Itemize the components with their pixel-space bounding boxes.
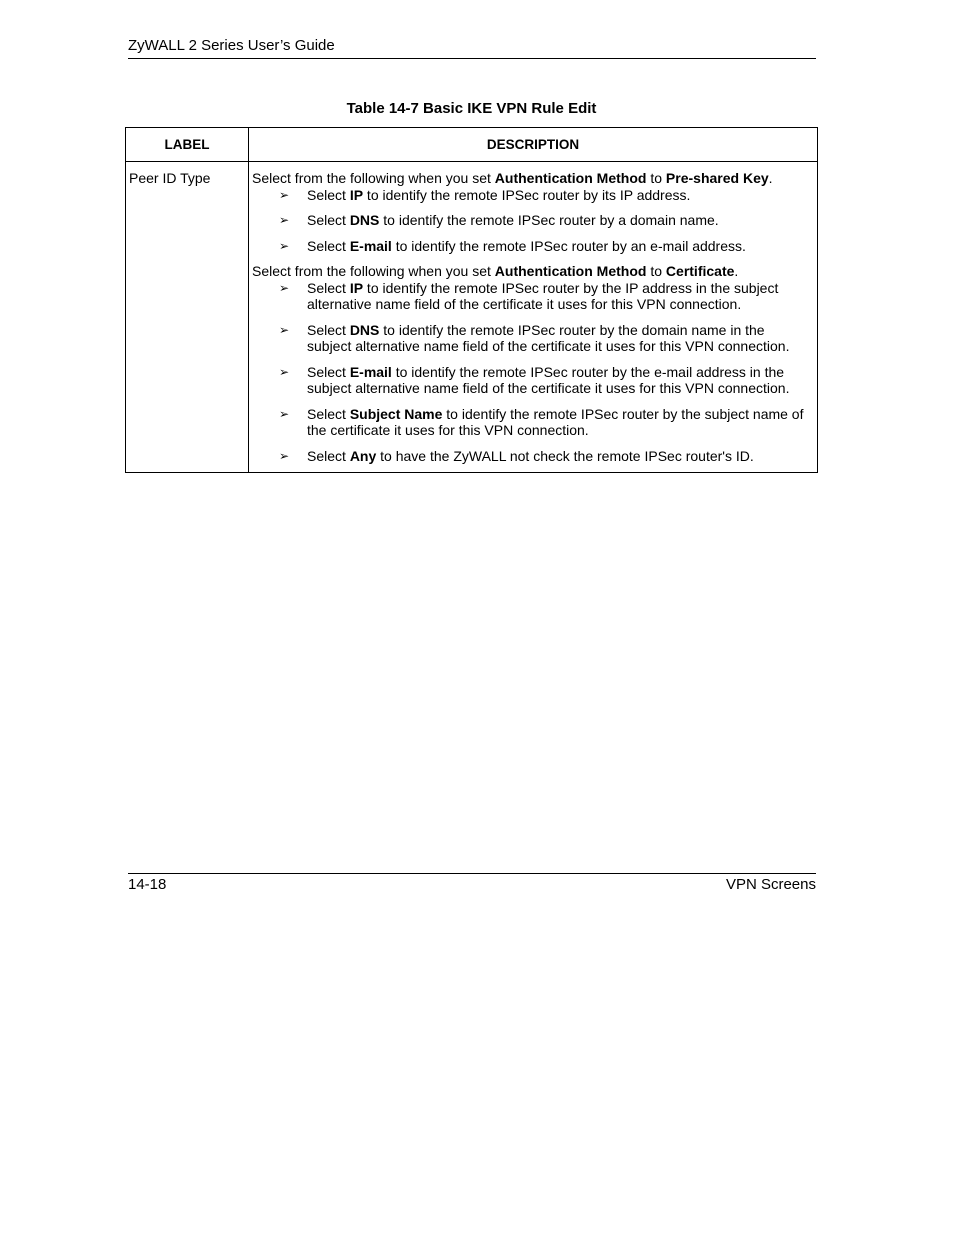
item-text: to identify the remote IPSec router by the domain name in the subject alternative name field of the certificate it uses for this VPN connection. — [307, 321, 790, 354]
list-item — [252, 448, 813, 465]
item-text: Select — [307, 321, 350, 338]
table-header-row — [126, 128, 818, 162]
item-bold: Any — [349, 447, 377, 464]
item-bold: E-mail — [349, 363, 392, 380]
intro-text: Select from the following when you set — [252, 170, 495, 186]
arrowhead-bullet-icon: ➢ — [279, 280, 290, 295]
arrowhead-bullet-icon: ➢ — [279, 364, 290, 379]
table-caption: Table 14-7 Basic IKE VPN Rule Edit — [346, 100, 597, 117]
item-text: Select — [307, 237, 350, 254]
pre-shared-options-list — [252, 187, 813, 255]
list-item — [252, 280, 813, 313]
item-text: Select — [307, 186, 350, 203]
row-label-cell: Peer ID Type — [126, 162, 249, 473]
intro-bold: Authentication Method — [494, 170, 647, 186]
item-text: Select — [307, 447, 350, 464]
page-number: 14-18 — [128, 876, 167, 893]
item-text: Select — [307, 363, 350, 380]
arrowhead-bullet-icon: ➢ — [279, 238, 290, 253]
item-text: to identify the remote IPSec router by an e-mail address. — [391, 237, 746, 254]
arrowhead-bullet-icon: ➢ — [279, 322, 290, 337]
section-name: VPN Screens — [725, 876, 816, 893]
item-bold: DNS — [349, 212, 380, 228]
item-text: to identify the remote IPSec router by the IP address in the subject alternative name field of the certificate it uses for this VPN connection. — [307, 279, 779, 312]
item-bold: Subject Name — [349, 405, 443, 422]
item-text: to identify the remote IPSec router by the e-mail address in the subject alternative name field of the certificate it uses for this VPN connection. — [307, 363, 790, 396]
intro-certificate — [252, 263, 813, 280]
list-item — [252, 322, 813, 355]
intro-text: to — [646, 263, 666, 279]
list-item — [252, 187, 813, 204]
intro-text: Select from the following when you set — [252, 263, 495, 279]
arrowhead-bullet-icon: ➢ — [279, 187, 290, 202]
intro-pre-shared — [252, 170, 813, 187]
arrowhead-bullet-icon: ➢ — [279, 213, 290, 227]
guide-title: ZyWALL 2 Series User’s Guide — [128, 37, 335, 54]
item-bold: E-mail — [349, 237, 392, 254]
item-text: to identify the remote IPSec router by a domain name. — [379, 212, 719, 228]
item-text: Select — [307, 212, 350, 228]
intro-bold: Authentication Method — [494, 263, 647, 279]
page-header — [128, 37, 816, 59]
item-text: Select — [307, 405, 350, 422]
row-description-cell — [249, 162, 818, 473]
intro-text: . — [734, 263, 739, 279]
column-header-label: LABEL — [126, 128, 249, 162]
certificate-options-list — [252, 280, 813, 465]
item-text: to have the ZyWALL not check the remote IPSec router's ID. — [376, 447, 754, 464]
list-item — [252, 212, 813, 229]
intro-bold: Pre-shared Key — [665, 170, 769, 186]
item-bold: DNS — [349, 321, 380, 338]
page-footer — [128, 873, 816, 894]
intro-text: . — [768, 170, 773, 186]
list-item — [252, 238, 813, 255]
list-item — [252, 364, 813, 397]
item-text: Select — [307, 279, 350, 296]
vpn-rule-table — [125, 127, 818, 473]
arrowhead-bullet-icon: ➢ — [279, 448, 290, 463]
item-bold: IP — [349, 186, 364, 203]
item-text: to identify the remote IPSec router by the subject name of the certificate it uses for this VPN connection. — [307, 405, 804, 438]
item-text: to identify the remote IPSec router by its IP address. — [363, 186, 691, 203]
intro-text: to — [646, 170, 666, 186]
column-header-description: DESCRIPTION — [249, 128, 818, 162]
arrowhead-bullet-icon: ➢ — [279, 406, 290, 421]
intro-bold: Certificate — [665, 263, 735, 279]
table-row — [126, 162, 818, 473]
item-bold: IP — [349, 279, 364, 296]
list-item — [252, 406, 813, 439]
